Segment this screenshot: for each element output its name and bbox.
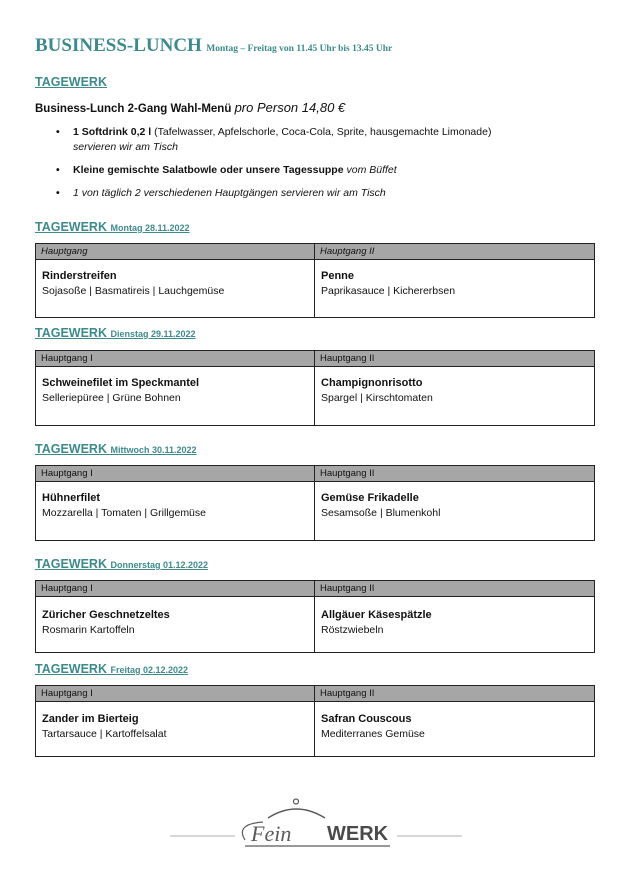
dish-sides: Röstzwiebeln	[321, 624, 384, 636]
col-header-2: Hauptgang II	[320, 468, 375, 479]
menu-intro	[35, 100, 345, 115]
dish-name: Schweinefilet im Speckmantel	[42, 377, 200, 389]
col-header-1: Hauptgang I	[36, 466, 315, 481]
dish-name: Zander im Bierteig	[42, 713, 139, 725]
bullet-3-text: 1 von täglich 2 verschiedenen Hauptgängen servieren wir am Tisch	[73, 187, 386, 199]
day-heading-friday: TAGEWERK Freitag 02.12.2022	[35, 662, 189, 676]
col-header-2: Hauptgang II	[320, 353, 375, 364]
day-table-monday	[35, 243, 595, 318]
dish-name: Safran Couscous	[321, 713, 412, 725]
dish-name: Hühnerfilet	[42, 492, 101, 504]
intro-price: pro Person 14,80 €	[234, 100, 346, 115]
dish-name: Penne	[321, 270, 355, 282]
bullet-1-bold: 1 Softdrink 0,2 l	[73, 126, 152, 138]
dish-name: Allgäuer Käsespätzle	[321, 609, 432, 621]
dish-sides: Spargel | Kirschtomaten	[321, 392, 433, 404]
dish-sides: Rosmarin Kartoffeln	[42, 624, 135, 636]
dish-name: Champignonrisotto	[321, 377, 423, 389]
brand-logo	[165, 798, 465, 858]
col-header-2: Hauptgang II	[320, 688, 375, 699]
day-heading-monday: TAGEWERK Montag 28.11.2022	[35, 220, 190, 234]
col-header-1: Hauptgang	[36, 244, 315, 259]
dish-sides: Mediterranes Gemüse	[321, 728, 425, 740]
col-header-2: Hauptgang II	[320, 246, 375, 257]
day-heading-wednesday: TAGEWERK Mittwoch 30.11.2022	[35, 442, 197, 456]
cloche-logo-icon	[165, 798, 465, 858]
dish-sides: Mozzarella | Tomaten | Grillgemüse	[42, 507, 206, 519]
col-header-2: Hauptgang II	[320, 583, 375, 594]
bullet-icon: •	[56, 164, 60, 176]
dish-sides: Paprikasauce | Kichererbsen	[321, 285, 456, 297]
svg-text:WERK: WERK	[327, 823, 389, 845]
day-table-tuesday	[35, 350, 595, 426]
bullet-1-line2: servieren wir am Tisch	[73, 141, 178, 153]
dish-sides: Tartarsauce | Kartoffelsalat	[42, 728, 167, 740]
col-header-1: Hauptgang I	[36, 686, 315, 701]
dish-name: Gemüse Frikadelle	[321, 492, 419, 504]
dish-name: Züricher Geschnetzeltes	[42, 609, 170, 621]
col-header-1: Hauptgang I	[36, 351, 315, 366]
bullet-2-bold: Kleine gemischte Salatbowle oder unsere Tagessuppe	[73, 164, 344, 176]
dish-sides: Sesamsoße | Blumenkohl	[321, 507, 441, 519]
day-heading-thursday: TAGEWERK Donnerstag 01.12.2022	[35, 557, 209, 571]
bullet-icon: •	[56, 126, 60, 138]
day-table-friday	[35, 685, 595, 757]
bullet-1-text: (Tafelwasser, Apfelschorle, Coca-Cola, Sprite, hausgemachte Limonade)	[151, 126, 492, 138]
intro-text: Business-Lunch 2-Gang Wahl-Menü	[35, 103, 232, 115]
day-heading-tuesday: TAGEWERK Dienstag 29.11.2022	[35, 326, 196, 340]
dish-name: Rinderstreifen	[42, 270, 117, 282]
svg-text:Fein: Fein	[251, 821, 292, 846]
day-table-wednesday	[35, 465, 595, 541]
service-hours: Montag – Freitag von 11.45 Uhr bis 13.45 Uhr	[206, 44, 393, 54]
dish-sides: Selleriepüree | Grüne Bohnen	[42, 392, 181, 404]
bullet-2-italic: vom Büffet	[343, 164, 397, 176]
col-header-1: Hauptgang I	[36, 581, 315, 596]
bullet-icon: •	[56, 187, 60, 199]
title-row	[35, 35, 392, 57]
page-title: BUSINESS-LUNCH	[35, 35, 202, 56]
section-heading: TAGEWERK	[35, 75, 107, 89]
dish-sides: Sojasoße | Basmatireis | Lauchgemüse	[42, 285, 225, 297]
day-table-thursday	[35, 580, 595, 653]
